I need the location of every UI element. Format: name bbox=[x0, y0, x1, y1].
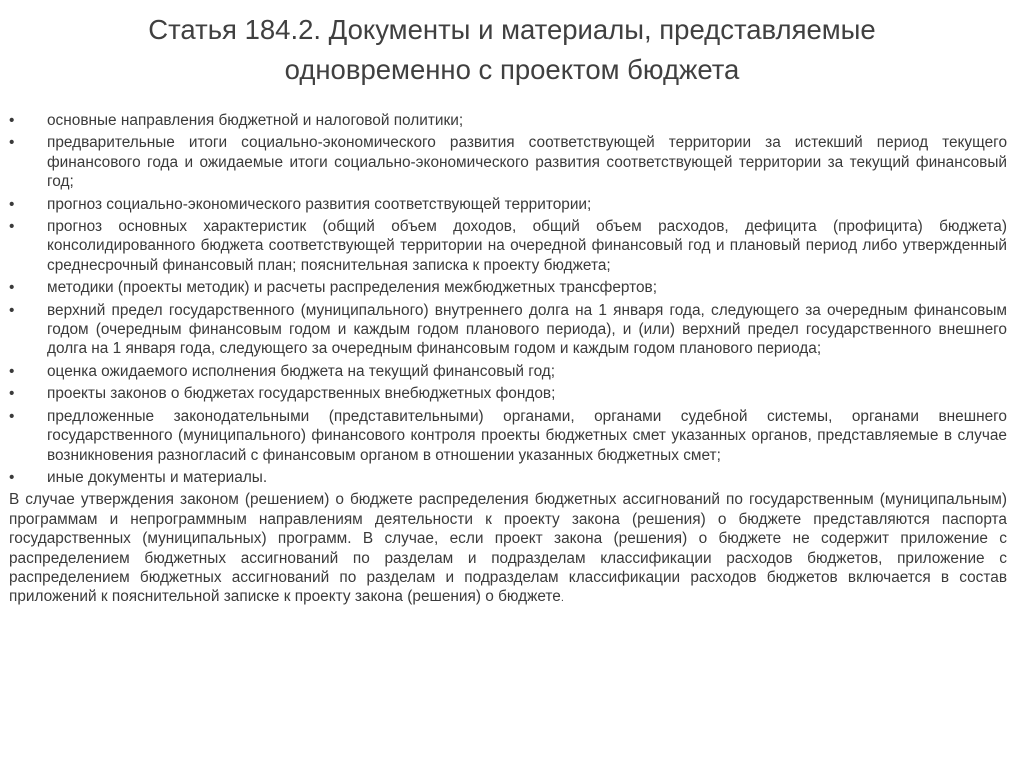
list-item bbox=[9, 301, 1007, 359]
list-item-text: проекты законов о бюджетах государственных внебюджетных фондов; bbox=[47, 385, 556, 403]
list-item bbox=[9, 362, 1007, 381]
bullet-icon: • bbox=[9, 362, 15, 380]
bullet-list bbox=[9, 111, 1007, 487]
bullet-icon: • bbox=[9, 468, 15, 486]
bullet-icon: • bbox=[9, 112, 15, 129]
list-item bbox=[9, 217, 1007, 275]
list-item-text: верхний предел государственного (муниципального) внутреннего долга на 1 января года, следующего за очередным финансовым годом (очередным финансовым годом и каждым годом планового периода), и (или) верхний предел государственного внешнего долга на 1 января года, следующего за очередным финансовым годом и каждым годом планового периода; bbox=[47, 301, 1007, 358]
list-item bbox=[9, 111, 1007, 130]
list-item bbox=[9, 195, 1007, 214]
list-item bbox=[9, 133, 1007, 191]
list-item-text: прогноз социально-экономического развития соответствующей территории; bbox=[47, 195, 592, 213]
title-line-1: Статья 184.2. Документы и материалы, представляемые bbox=[148, 14, 876, 45]
closing-paragraph bbox=[9, 490, 1007, 608]
bullet-icon: • bbox=[9, 279, 15, 297]
title-line-2: одновременно с проектом бюджета bbox=[284, 54, 740, 85]
closing-dot: . bbox=[560, 592, 564, 605]
closing-paragraph-text: В случае утверждения законом (решением) о бюджете распределения бюджетных ассигнований по государственным (муниципальным) программам и непрограммным направлениям деятельности к проекту закона (решения) о бюджете представляются паспорта государственных (муниципальных) программ. В случае, если проект закона (решения) о бюджете не содержит приложение с распределением бюджетных ассигнований по разделам и подразделам классификации расходов бюджетов, приложение с распределением бюджетных ассигнований по разделам и подразделам классификации расходов бюджетов включается в состав приложений к пояснительной записке к проекту закона (решения) о бюджете bbox=[9, 491, 1007, 606]
list-item-text: предварительные итоги социально-экономического развития соответствующей территории за истекший период текущего финансового года и ожидаемые итоги социально-экономического развития соответствующей территории за текущий финансовый год; bbox=[47, 134, 1007, 191]
list-item bbox=[9, 278, 1007, 297]
bullet-icon: • bbox=[9, 385, 15, 403]
list-item-text: предложенные законодательными (представительными) органами, органами судебной системы, органами внешнего государственного (муниципального) финансового контроля проекты бюджетных смет указанных органов, представляемые в случае возникновения разногласий с финансовым органом в отношении указанных бюджетных смет; bbox=[47, 407, 1007, 464]
list-item bbox=[9, 407, 1007, 465]
bullet-icon: • bbox=[9, 218, 15, 236]
list-item-text: оценка ожидаемого исполнения бюджета на текущий финансовый год; bbox=[47, 362, 556, 380]
list-item-text: прогноз основных характеристик (общий объем доходов, общий объем расходов, дефицита (профицита) бюджета) консолидированного бюджета соответствующей территории на очередной финансовый год и плановый период либо утвержденный среднесрочный финансовый план; пояснительная записка к проекту бюджета; bbox=[47, 218, 1007, 274]
list-item bbox=[9, 468, 1007, 487]
bullet-icon: • bbox=[9, 195, 15, 213]
bullet-icon: • bbox=[9, 407, 15, 425]
bullet-icon: • bbox=[9, 134, 15, 152]
slide-content bbox=[9, 111, 1007, 609]
bullet-icon: • bbox=[9, 301, 15, 319]
page-title bbox=[20, 10, 1004, 90]
list-item bbox=[9, 384, 1007, 403]
list-item-text: методики (проекты методик) и расчеты распределения межбюджетных трансфертов; bbox=[47, 279, 658, 297]
list-item-text: основные направления бюджетной и налоговой политики; bbox=[47, 112, 464, 129]
list-item-text: иные документы и материалы. bbox=[47, 468, 268, 486]
